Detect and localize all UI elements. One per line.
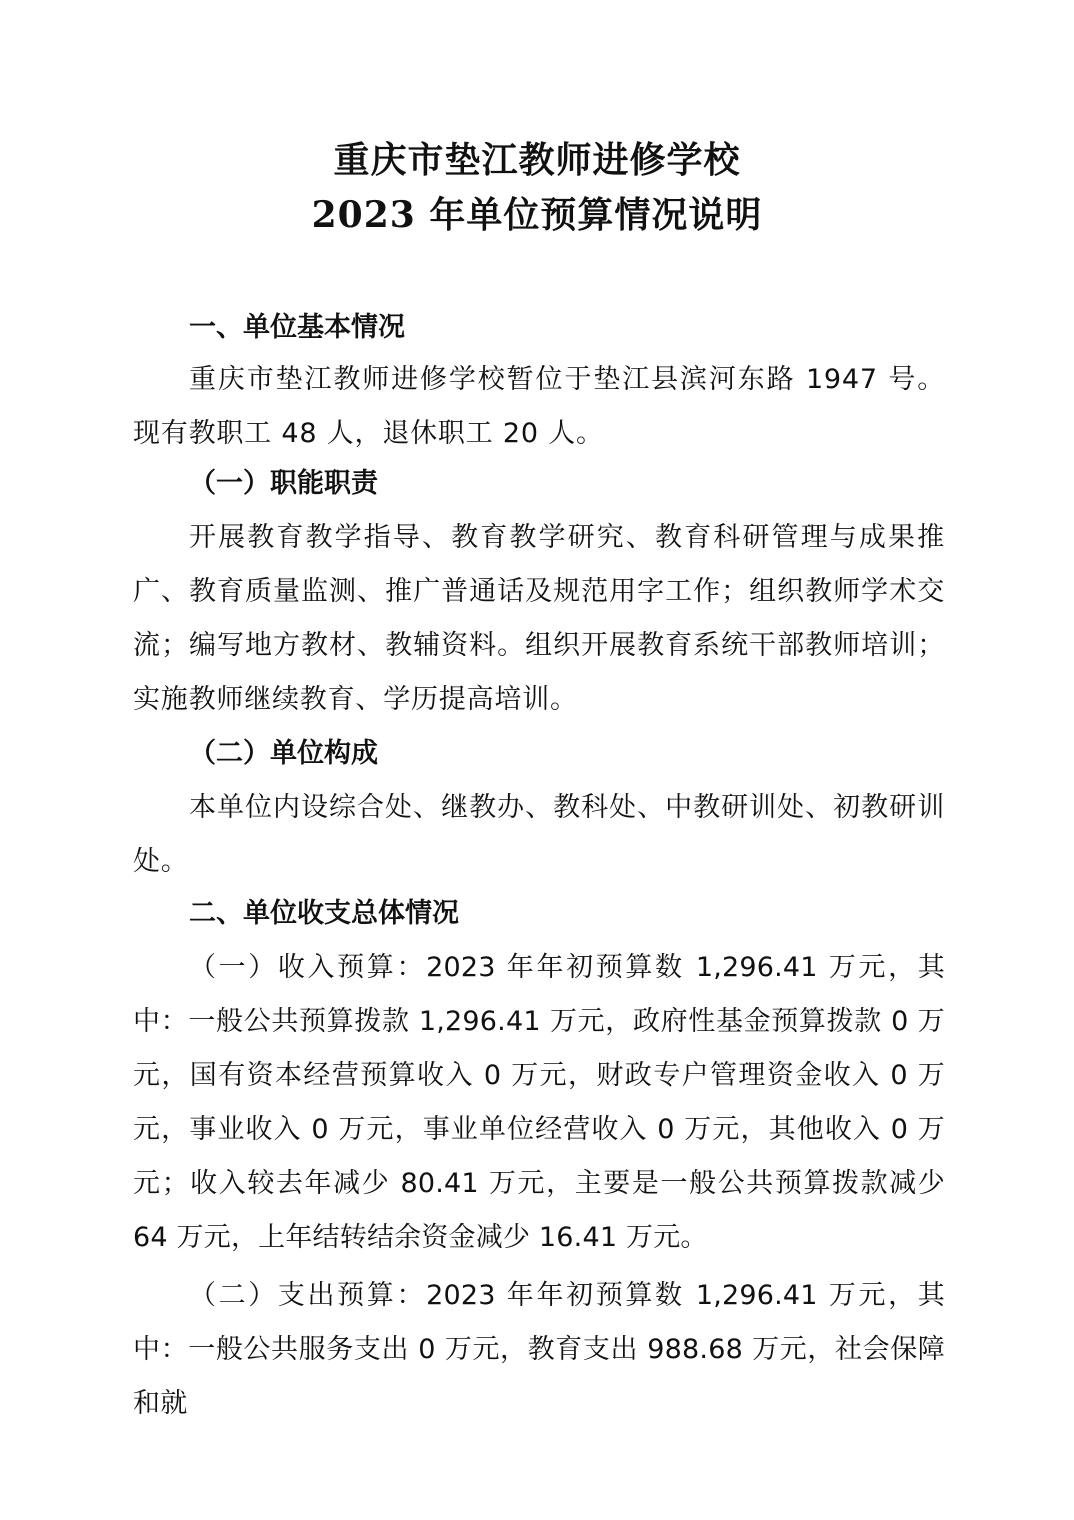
sub1-heading: （一）职能职责 [189,468,378,499]
document-title-line2: 2023 年单位预算情况说明 [311,194,763,236]
document-title-line1: 重庆市垫江教师进修学校 [333,139,741,181]
sub1-paragraph: 开展教育教学指导、教育教学研究、教育科研管理与成果推广、教育质量监测、推广普通话及规范用字工作；组织教师学术交流；编写地方教材、教辅资料。组织开展教育系统干部教师培训；实施教师继续教育、学历提高培训。 [133,522,945,715]
section1-heading: 一、单位基本情况 [189,312,405,343]
income-budget-paragraph: （一）收入预算：2023 年年初预算数 1,296.41 万元，其中：一般公共预算拨款 1,296.41 万元，政府性基金预算拨款 0 万元，国有资本经营预算收入 0 万元，财政专户管理资金收入 0 万元，事业收入 0 万元，事业单位经营收入 0 万元，其他收入 0 万元；收入较去年减少 80.41 万元，主要是一般公共预算拨款减少 64 万元，上年结转结余资金减少 16.41 万元。 [133,952,945,1253]
section1-paragraph: 重庆市垫江教师进修学校暂位于垫江县滨河东路 1947 号。现有教职工 48 人，退休职工 20 人。 [133,364,945,449]
section2-heading: 二、单位收支总体情况 [189,898,459,929]
sub2-heading: （二）单位构成 [189,738,378,769]
sub2-paragraph: 本单位内设综合处、继教办、教科处、中教研训处、初教研训处。 [133,792,945,877]
expense-budget-paragraph: （二）支出预算：2023 年年初预算数 1,296.41 万元，其中：一般公共服务支出 0 万元，教育支出 988.68 万元，社会保障和就 [133,1280,945,1419]
